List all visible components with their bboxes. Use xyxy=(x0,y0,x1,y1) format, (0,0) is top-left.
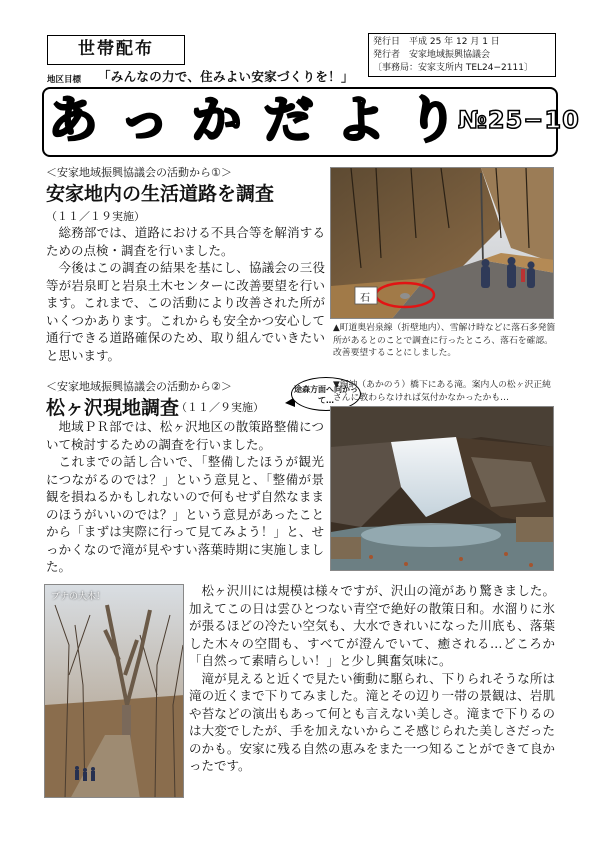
office-contact: 〔事務局：安家支所内 TEL24−2111〕 xyxy=(373,63,533,73)
article1-paragraph: 今後はこの調査の結果を基にし、協議会の三役等が岩泉町と岩泉土木センターに改善要望を行います。これまで、この活動により改善された所がいくつかあります。これからも安全かつ安心して通行できる道路確保のため、取り組んでいきたいと思います。 xyxy=(46,260,325,363)
publication-info xyxy=(368,33,556,77)
article2-date: （１１／９実施） xyxy=(176,401,264,414)
issue-number: №25−10 xyxy=(458,106,580,134)
motto: 「みんなの力で、住みよい安家づくりを！」 xyxy=(98,69,354,84)
beech-tree-label: ブナの大木！ xyxy=(51,592,106,602)
article1-kicker: ＜安家地域振興協議会の活動から①＞ xyxy=(46,166,232,179)
road-survey-photo xyxy=(330,167,554,319)
article1-date: （１１／１９実施） xyxy=(46,210,145,223)
article2-paragraph: 滝が見えると近くで見たい衝動に駆られ、下りられそうな所は滝の近くまで下りてみました。滝とその辺り一帯の景観は、岩肌や苔などの演出もあって何とも言えない美しさ。滝まで下りるのは大変でしたが、手を加えないからこそ感じられた美しさだったのかも。安家に残る自然の恵みをまた一つ知ることができて良かったです。 xyxy=(189,670,555,773)
waterfall-caption: ▼銅納（あかのう）橋下にある滝。案内人の松ヶ沢正純さんに教わらなければ気付かなかったかも… xyxy=(333,380,551,403)
publisher: 発行者 安家地域振興協議会 xyxy=(373,50,491,60)
article2-paragraph: 地域ＰＲ部では、松ヶ沢地区の散策路整備について検討するための調査を行いました。 xyxy=(46,419,324,452)
article1-paragraph: 総務部では、道路における不具合等を解消するための点検・調査を行いました。 xyxy=(46,225,325,258)
waterfall-photo xyxy=(330,406,554,571)
article2-body-lower xyxy=(189,582,555,775)
distribution-tag: 世帯配布 xyxy=(47,35,185,65)
road-photo-caption: ▲町道奥岩泉線（折壁地内）、雪解け時などに落石多発箇所があるとのことで調査に行ったところ、落石を確認。改善要望することにしました。 xyxy=(333,323,556,358)
motto-label: 地区目標 xyxy=(47,75,82,85)
article2-kicker: ＜安家地域振興協議会の活動から②＞ xyxy=(46,380,232,393)
beech-tree-photo xyxy=(44,584,184,798)
waterfall-illustration xyxy=(331,407,554,571)
article1-headline: 安家地内の生活道路を調査 xyxy=(46,183,275,205)
article2-paragraph: これまでの話し合いで、「整備したほうが観光につながるのでは？」という意見と、「整備が景観を損ねるかもしれないので何もせず自然なままのほうがいいのでは？」という意見があったことから「まずは実際に行って見てみよう！」と、せっかくなので滝が見やすい落葉時期に実施しました。 xyxy=(46,454,324,574)
speech-bubble: 途森方面へ向かって… xyxy=(291,377,361,411)
publication-date: 発行日 平成 25 年 12 月 1 日 xyxy=(373,37,500,47)
article2-body-upper xyxy=(46,418,324,576)
newsletter-title: あっかだより xyxy=(48,90,480,149)
article2-paragraph: 松ヶ沢川には規模は様々ですが、沢山の滝があり驚きました。加えてこの日は雲ひとつない青空で絶好の散策日和。水溜りに氷が張るほどの冷たい空気も、大水できれいになった川底も、落葉した木々の空間も、すべてが澄んでいて、癒される…どころか「自然って素晴らしい！」と少し興奮気味に。 xyxy=(189,583,555,668)
article2-headline: 松ヶ沢現地調査 xyxy=(46,397,180,419)
beech-tree-illustration xyxy=(45,585,184,798)
article1-body xyxy=(46,224,325,364)
rock-label: 石 xyxy=(360,293,370,304)
